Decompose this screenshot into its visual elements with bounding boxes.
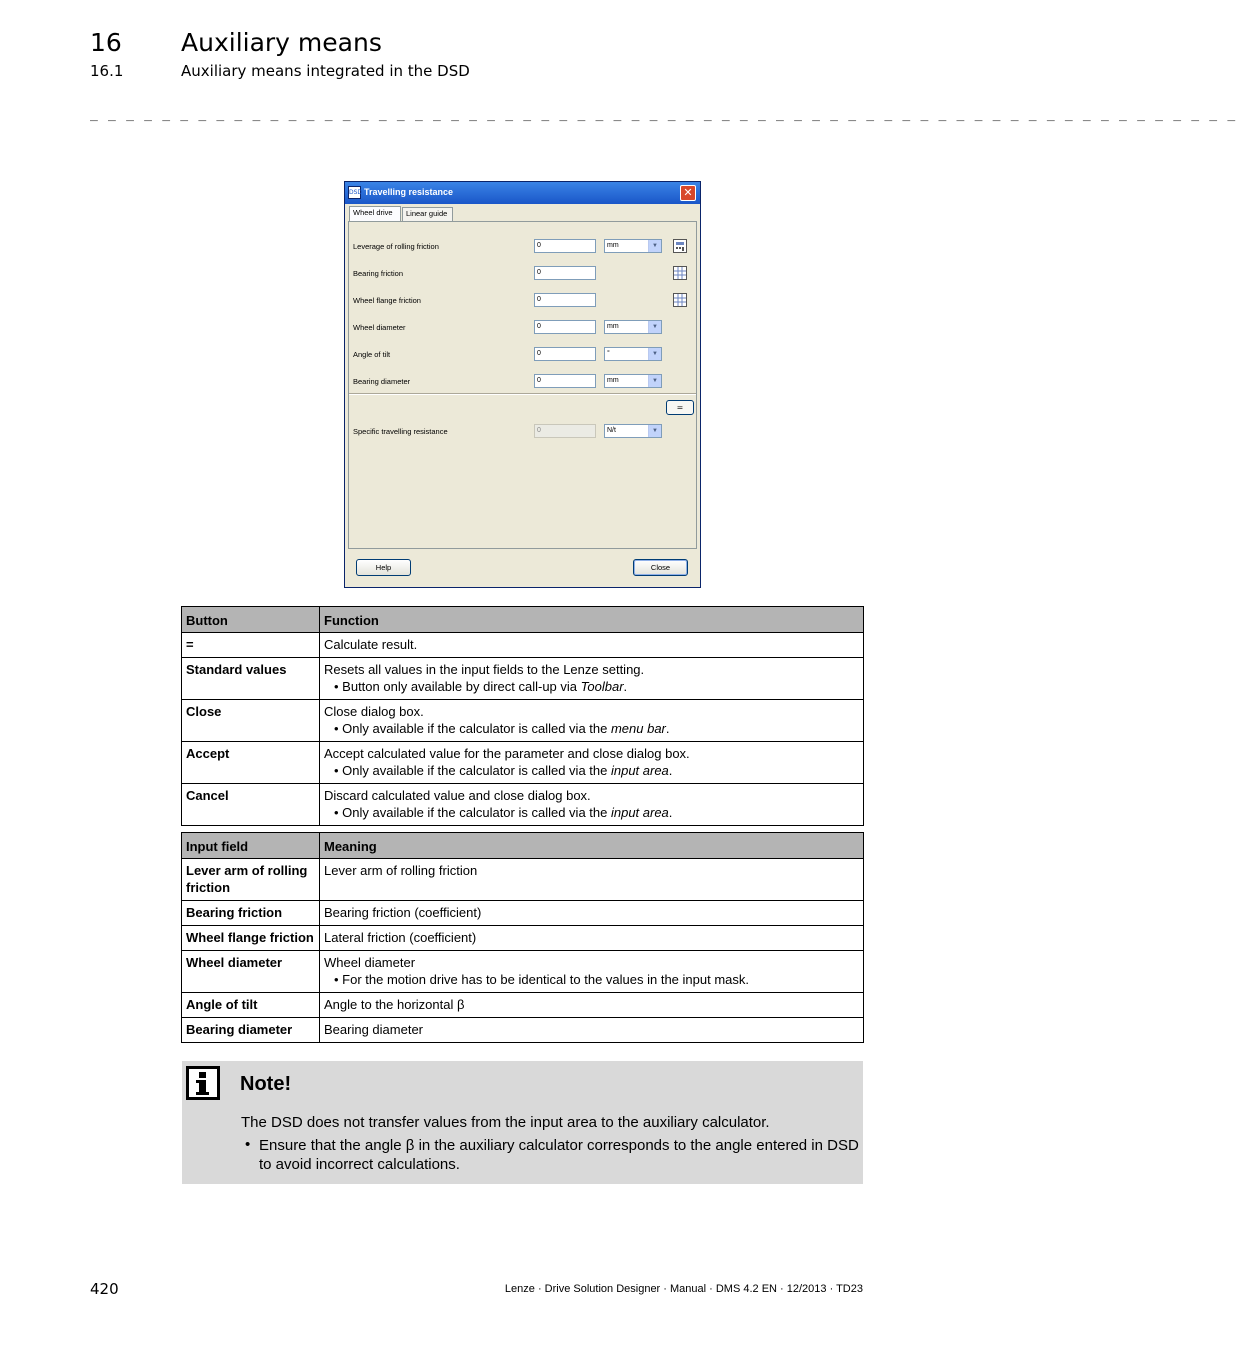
section-title: Auxiliary means integrated in the DSD	[181, 62, 470, 80]
description-text: Calculate result.	[324, 637, 418, 652]
chevron-down-icon: ▼	[648, 348, 661, 360]
note-box	[182, 1061, 863, 1184]
field-label-bearing-friction: Bearing friction	[353, 269, 404, 278]
column-header: Meaning	[320, 833, 864, 859]
table-row	[182, 658, 864, 700]
chevron-down-icon: ▼	[648, 375, 661, 387]
button-name: =	[182, 633, 320, 658]
bullet-text: .	[623, 679, 628, 694]
leverage-unit-select[interactable]	[604, 239, 662, 253]
table-row	[182, 951, 864, 993]
column-header: Button	[182, 607, 320, 633]
field-label-bearing-diameter: Bearing diameter	[353, 377, 411, 386]
select-value: mm	[607, 377, 619, 384]
table-header-row	[182, 833, 864, 859]
table-row	[182, 901, 864, 926]
tab-panel	[348, 221, 697, 549]
field-name: Angle of tilt	[182, 993, 320, 1018]
field-name: Bearing diameter	[182, 1018, 320, 1043]
column-header: Input field	[182, 833, 320, 859]
button-description	[320, 658, 864, 700]
select-value: °	[607, 350, 610, 357]
bullet-text: .	[668, 805, 673, 820]
field-meaning: Angle to the horizontal β	[320, 993, 864, 1018]
bullet-dot: •	[245, 1136, 251, 1153]
select-value: mm	[607, 242, 619, 249]
bearing-friction-input[interactable]: 0	[534, 266, 596, 280]
meaning-text: Wheel diameter	[324, 955, 416, 970]
emphasis-text: input area	[610, 763, 669, 778]
wheel-flange-friction-input[interactable]: 0	[534, 293, 596, 307]
field-name: Bearing friction	[182, 901, 320, 926]
header-rule: _ _ _ _ _ _ _ _ _ _ _ _ _ _ _ _ _ _ _ _ _ _ _ _ _ _ _ _ _ _ _ _ _ _ _ _ _ _ _ _ _ _ _ _ _ _ _ _ _ _ _ _ _ _ _ _ _ _ _ _ _ _ _ _	[90, 107, 1236, 122]
note-text: The DSD does not transfer values from the input area to the auxiliary calculator.	[241, 1114, 770, 1131]
table-icon[interactable]	[673, 293, 687, 307]
note-title: Note!	[240, 1073, 292, 1095]
table-row	[182, 993, 864, 1018]
close-icon[interactable]: ✕	[680, 185, 696, 201]
column-header: Function	[320, 607, 864, 633]
field-meaning: Bearing diameter	[320, 1018, 864, 1043]
field-label-wheel-flange-friction: Wheel flange friction	[353, 296, 421, 305]
bullet-text: • Only available if the calculator is called via the	[334, 763, 611, 778]
button-description	[320, 742, 864, 784]
bullet-item	[324, 678, 859, 695]
result-label: Specific travelling resistance	[353, 427, 448, 436]
button-description	[320, 633, 864, 658]
close-button[interactable]: Close	[633, 559, 688, 576]
bullet-text: • Button only available by direct call-up via	[334, 679, 581, 694]
field-meaning: Lateral friction (coefficient)	[320, 926, 864, 951]
help-button[interactable]: Help	[356, 559, 411, 576]
table-row	[182, 926, 864, 951]
field-meaning: Bearing friction (coefficient)	[320, 901, 864, 926]
leverage-input[interactable]: 0	[534, 239, 596, 253]
field-label-angle-of-tilt: Angle of tilt	[353, 350, 391, 359]
field-name: Wheel flange friction	[182, 926, 320, 951]
field-meaning: Lever arm of rolling friction	[320, 859, 864, 901]
button-name: Close	[182, 700, 320, 742]
tab-wheel-drive[interactable]: Wheel drive	[349, 206, 401, 221]
button-function-table	[181, 606, 864, 826]
emphasis-text: menu bar	[610, 721, 666, 736]
bullet-item	[324, 762, 859, 779]
chevron-down-icon: ▼	[648, 240, 661, 252]
result-output: 0	[534, 424, 596, 438]
section-number: 16.1	[90, 62, 124, 80]
angle-of-tilt-input[interactable]: 0	[534, 347, 596, 361]
field-name: Lever arm of rolling friction	[182, 859, 320, 901]
table-row	[182, 859, 864, 901]
calculator-icon[interactable]	[673, 239, 687, 253]
button-description	[320, 784, 864, 826]
dialog-titlebar	[345, 182, 700, 204]
chevron-down-icon: ▼	[648, 425, 661, 437]
page-number: 420	[90, 1280, 119, 1298]
input-field-table	[181, 832, 864, 1043]
chapter-title: Auxiliary means	[181, 28, 382, 57]
bullet-text: .	[665, 721, 670, 736]
bullet-item	[324, 804, 859, 821]
result-unit-select[interactable]	[604, 424, 662, 438]
tab-linear-guide[interactable]: Linear guide	[402, 207, 453, 221]
field-label-wheel-diameter: Wheel diameter	[353, 323, 406, 332]
emphasis-text: Toolbar	[580, 679, 624, 694]
info-icon	[186, 1066, 220, 1100]
description-text: Discard calculated value and close dialog box.	[324, 788, 591, 803]
button-name: Accept	[182, 742, 320, 784]
divider	[349, 393, 696, 395]
button-name: Cancel	[182, 784, 320, 826]
bullet-text: • Only available if the calculator is called via the	[334, 721, 611, 736]
chevron-down-icon: ▼	[648, 321, 661, 333]
table-row	[182, 742, 864, 784]
description-text: Resets all values in the input fields to the Lenze setting.	[324, 662, 645, 677]
calculate-button[interactable]: =	[666, 400, 694, 415]
bearing-diameter-input[interactable]: 0	[534, 374, 596, 388]
table-row	[182, 700, 864, 742]
angle-unit-select[interactable]	[604, 347, 662, 361]
emphasis-text: input area	[610, 805, 669, 820]
select-value: N/t	[607, 427, 616, 434]
wheel-diameter-input[interactable]: 0	[534, 320, 596, 334]
footer-text: Lenze · Drive Solution Designer · Manual · DMS 4.2 EN · 12/2013 · TD23	[504, 1283, 863, 1295]
bullet-text: • Only available if the calculator is called via the	[334, 805, 611, 820]
bullet-item: • For the motion drive has to be identical to the values in the input mask.	[334, 972, 749, 987]
field-label-leverage: Leverage of rolling friction	[353, 242, 439, 251]
wheel-diameter-unit-select[interactable]	[604, 320, 662, 334]
table-row	[182, 633, 864, 658]
field-meaning	[320, 951, 864, 993]
travelling-resistance-dialog	[344, 181, 701, 588]
description-text: Accept calculated value for the parameter and close dialog box.	[324, 746, 690, 761]
bullet-item	[324, 720, 859, 737]
table-header-row	[182, 607, 864, 633]
table-icon[interactable]	[673, 266, 687, 280]
chapter-number: 16	[90, 28, 122, 57]
bullet-text: .	[668, 763, 673, 778]
field-name: Wheel diameter	[182, 951, 320, 993]
table-row	[182, 1018, 864, 1043]
bearing-diameter-unit-select[interactable]	[604, 374, 662, 388]
note-bullet: Ensure that the angle β in the auxiliary calculator corresponds to the angle entered in DSD to avoid incorrect calculations.	[259, 1137, 859, 1173]
button-name: Standard values	[182, 658, 320, 700]
dialog-title: Travelling resistance	[364, 187, 454, 197]
table-row	[182, 784, 864, 826]
button-description	[320, 700, 864, 742]
description-text: Close dialog box.	[324, 704, 424, 719]
select-value: mm	[607, 323, 619, 330]
app-icon: DSD	[348, 186, 361, 199]
